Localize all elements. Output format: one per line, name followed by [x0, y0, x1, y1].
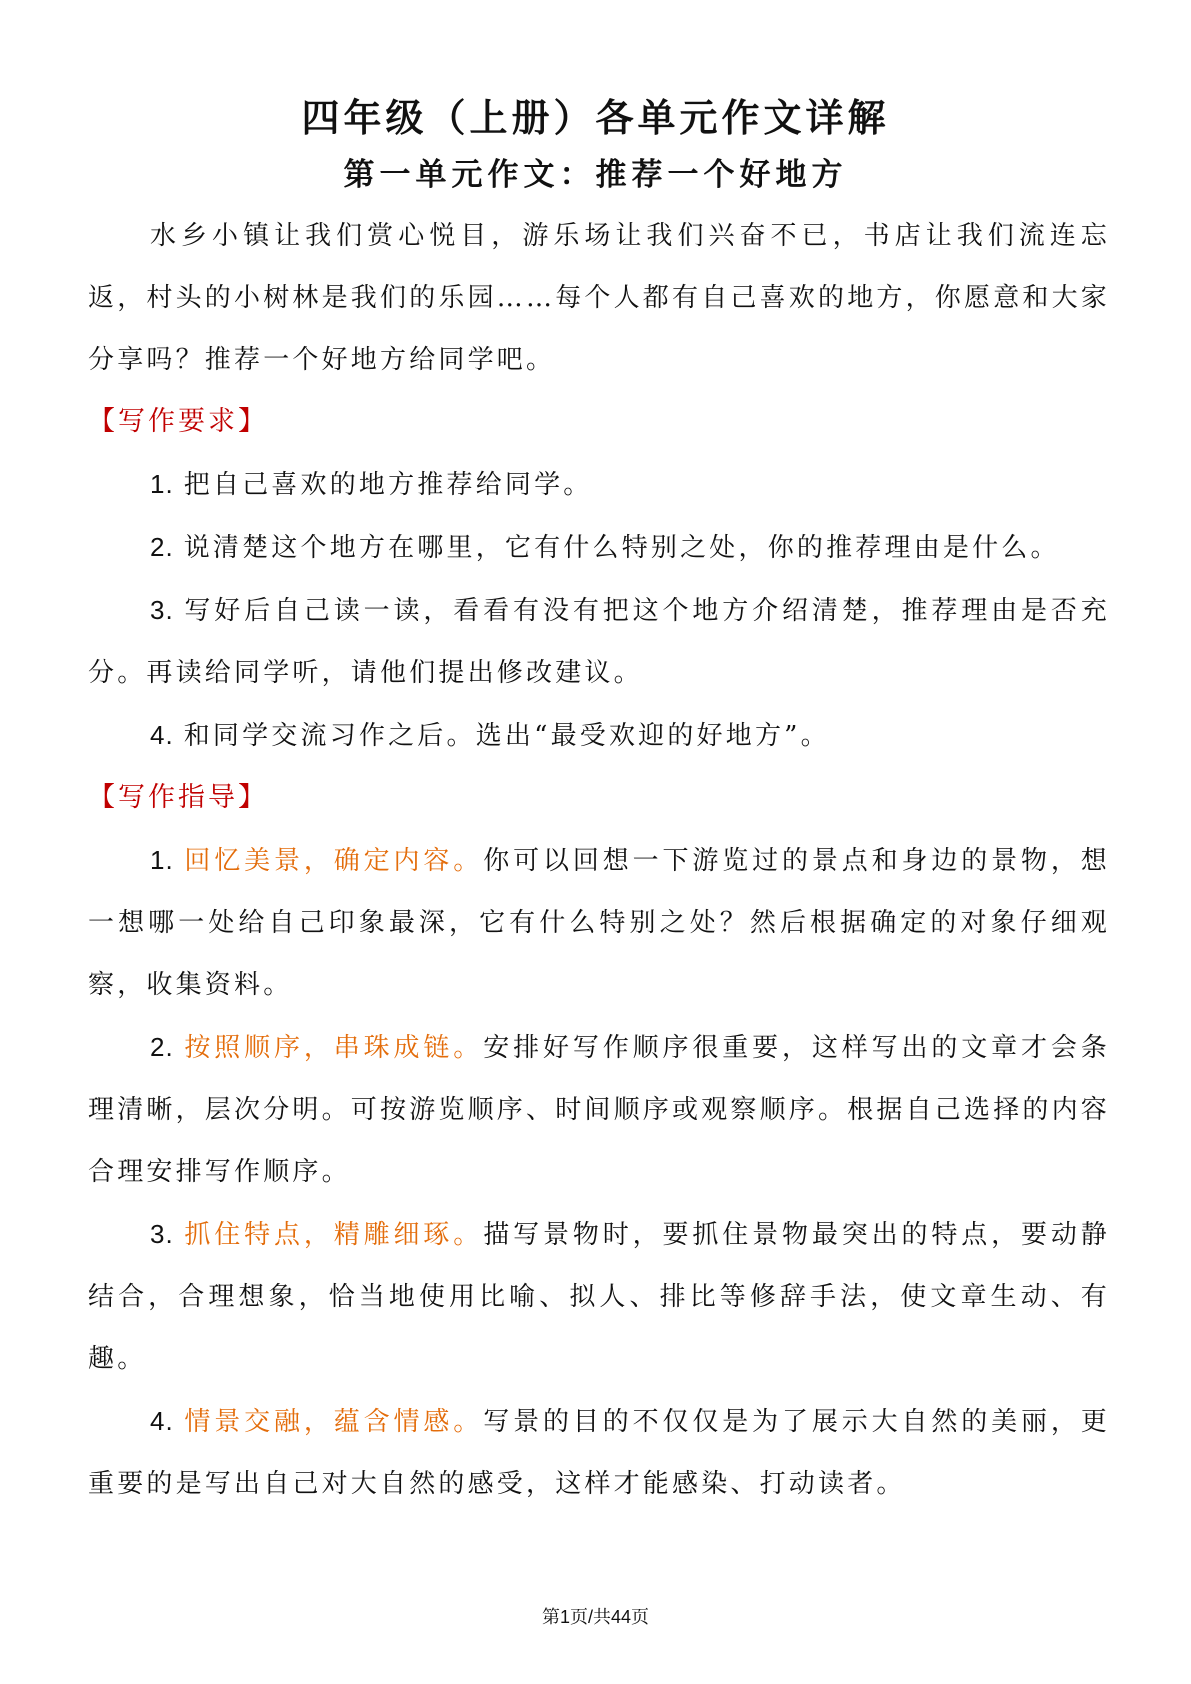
page-indicator: 第1页/共44页	[541, 1607, 650, 1627]
item-number: 2.	[150, 532, 174, 562]
item-highlight: 抓住特点，精雕细琢。	[183, 1220, 484, 1250]
item-number: 1.	[150, 845, 174, 875]
item-highlight: 情景交融，蕴含情感。	[183, 1407, 484, 1437]
item-text: 和同学交流习作之后。选出“最受欢迎的好地方”。	[183, 721, 830, 751]
guidance-item	[88, 1203, 1110, 1390]
guidance-item	[88, 1016, 1110, 1203]
item-text: 写好后自己读一读，看看有没有把这个地方介绍清楚，推荐理由是否充分。再读给同学听，请他们提出修改建议。	[88, 596, 1110, 688]
guidance-item	[88, 829, 1110, 1016]
requirement-item	[88, 704, 1110, 767]
document-title: 四年级（上册）各单元作文详解	[301, 95, 890, 140]
item-text: 安排好写作顺序很重要，这样写出的文章才会条理清晰，层次分明。可按游览顺序、时间顺序或观察顺序。根据自己选择的内容合理安排写作顺序。	[88, 1033, 1111, 1187]
item-number: 4.	[150, 1406, 174, 1436]
guidance-heading: 【写作指导】	[88, 782, 268, 813]
item-highlight: 按照顺序，串珠成链。	[183, 1033, 484, 1063]
requirements-heading: 【写作要求】	[88, 406, 268, 437]
guidance-item	[88, 1390, 1110, 1515]
requirement-item	[88, 453, 1110, 516]
requirement-item	[88, 516, 1110, 579]
requirement-item	[88, 579, 1110, 704]
section-subtitle: 第一单元作文：推荐一个好地方	[343, 157, 848, 193]
item-highlight: 回忆美景，确定内容。	[183, 846, 484, 876]
item-number: 2.	[150, 1032, 174, 1062]
item-text: 把自己喜欢的地方推荐给同学。	[183, 470, 593, 500]
item-number: 3.	[150, 595, 174, 625]
item-text: 写景的目的不仅仅是为了展示大自然的美丽，更重要的是写出自己对大自然的感受，这样才能感染、打动读者。	[88, 1407, 1110, 1499]
item-text: 说清楚这个地方在哪里，它有什么特别之处，你的推荐理由是什么。	[183, 533, 1060, 563]
intro-paragraph: 水乡小镇让我们赏心悦目，游乐场让我们兴奋不已，书店让我们流连忘返，村头的小树林是我们的乐园……每个人都有自己喜欢的地方，你愿意和大家分享吗？推荐一个好地方给同学吧。	[88, 221, 1111, 375]
item-text: 描写景物时，要抓住景物最突出的特点，要动静结合，合理想象，恰当地使用比喻、拟人、排比等修辞手法，使文章生动、有趣。	[88, 1220, 1110, 1374]
item-number: 4.	[150, 720, 174, 750]
item-number: 3.	[150, 1219, 174, 1249]
document-body	[88, 205, 1110, 1515]
item-text: 你可以回想一下游览过的景点和身边的景物，想一想哪一处给自己印象最深，它有什么特别之处？然后根据确定的对象仔细观察，收集资料。	[88, 846, 1110, 1000]
item-number: 1.	[150, 469, 174, 499]
